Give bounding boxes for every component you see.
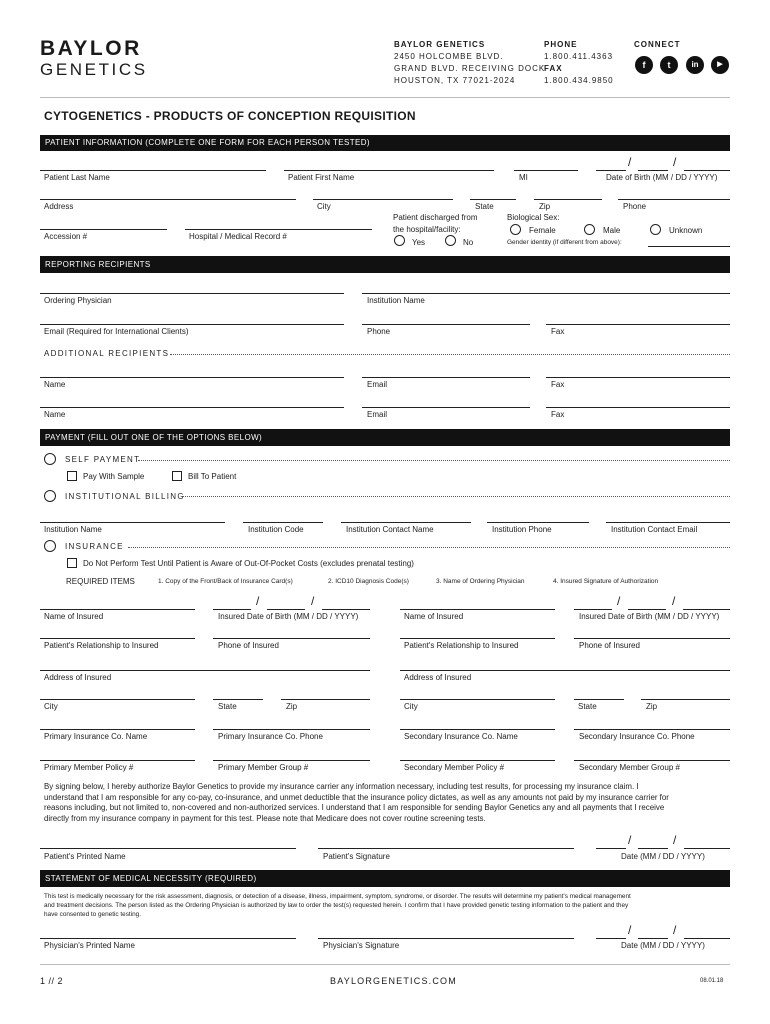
insured-1-dob-label: Insured Date of Birth (MM / DD / YYYY) [218, 612, 359, 621]
insured-2-dob-label: Insured Date of Birth (MM / DD / YYYY) [579, 612, 720, 621]
secondary-policy-line[interactable] [400, 760, 555, 761]
sex-female-radio[interactable] [510, 224, 521, 235]
date-slash: / [628, 155, 632, 169]
auth-line-1: By signing below, I hereby authorize Baylor Genetics to provide my insurance carrier any information necessary, including test results, for processing my insurance claim. I [44, 782, 639, 791]
date-slash: / [628, 833, 632, 847]
company-address [394, 39, 545, 87]
patient-date-year-line[interactable] [684, 848, 730, 849]
logo-line-2: GENETICS [40, 60, 148, 79]
date-slash: / [672, 594, 676, 608]
discharged-no-radio[interactable] [445, 235, 456, 246]
address-line-1: 2450 HOLCOMBE BLVD. [394, 52, 504, 61]
ordering-physician-label: Ordering Physician [44, 296, 112, 305]
physician-date-label: Date (MM / DD / YYYY) [621, 941, 705, 950]
yes-label: Yes [412, 238, 426, 247]
unknown-label: Unknown [669, 226, 703, 235]
recipient-2-fax-label: Fax [551, 410, 565, 419]
insured-1-relationship-label: Patient's Relationship to Insured [44, 641, 159, 650]
insured-1-phone-line[interactable] [213, 638, 370, 639]
linkedin-icon[interactable]: in [686, 56, 704, 74]
physician-date-day-line[interactable] [638, 938, 668, 939]
insured-1-address-line[interactable] [40, 670, 370, 671]
reporting-phone-label: Phone [367, 327, 391, 336]
recipient-1-email-label: Email [367, 380, 388, 389]
primary-phone-line[interactable] [213, 729, 370, 730]
city-line[interactable] [313, 199, 453, 200]
recipient-1-name-label: Name [44, 380, 66, 389]
twitter-icon[interactable]: t [660, 56, 678, 74]
accession-label: Accession # [44, 232, 88, 241]
patient-info-bar: PATIENT INFORMATION (COMPLETE ONE FORM FOR EACH PERSON TESTED) [40, 135, 730, 151]
insured-1-dob-day-line[interactable] [267, 609, 305, 610]
primary-co-line[interactable] [40, 729, 195, 730]
auth-line-4: directly from my insurance company in payment for this test. Please note that Medicare does not cover routine screening tests. [44, 813, 486, 823]
recipient-2-fax-line[interactable] [546, 407, 730, 408]
do-not-perform-checkbox[interactable] [67, 558, 77, 568]
dotted-leader [138, 460, 730, 461]
contact-numbers [544, 39, 614, 87]
dob-label: Date of Birth (MM / DD / YYYY) [606, 173, 718, 182]
required-item-1: 1. Copy of the Front/Back of Insurance Card(s) [158, 578, 293, 585]
date-slash: / [673, 833, 677, 847]
pay-with-sample-checkbox[interactable] [67, 471, 77, 481]
discharged-yes-radio[interactable] [394, 235, 405, 246]
insured-1-city-label: City [44, 702, 58, 711]
reporting-phone-line[interactable] [362, 324, 530, 325]
insured-2-zip-label: Zip [646, 702, 658, 711]
medical-necessity-bar: STATEMENT OF MEDICAL NECESSITY (REQUIRED) [40, 870, 730, 887]
medical-necessity-text [44, 893, 631, 919]
primary-policy-label: Primary Member Policy # [44, 763, 134, 772]
insured-2-relationship-label: Patient's Relationship to Insured [404, 641, 519, 650]
reporting-email-line[interactable] [40, 324, 344, 325]
no-label: No [463, 238, 474, 247]
insured-2-relationship-line[interactable] [400, 638, 555, 639]
phone-line[interactable] [618, 199, 730, 200]
required-item-3: 3. Name of Ordering Physician [436, 578, 525, 585]
state-label: State [475, 202, 494, 211]
inst-code-line[interactable] [243, 522, 323, 523]
date-slash: / [311, 594, 315, 608]
additional-recipients-heading: ADDITIONAL RECIPIENTS [44, 349, 170, 358]
inst-name-line[interactable] [40, 522, 225, 523]
secondary-group-line[interactable] [574, 760, 730, 761]
date-slash: / [673, 923, 677, 937]
phone-label: Phone [623, 202, 647, 211]
date-slash: / [256, 594, 260, 608]
company-logo [40, 38, 148, 80]
inst-email-label: Institution Contact Email [611, 525, 698, 534]
ordering-physician-line[interactable] [40, 293, 344, 294]
patient-printed-name-label: Patient's Printed Name [44, 852, 126, 861]
dob-month-line[interactable] [596, 170, 626, 171]
dob-day-line[interactable] [638, 170, 668, 171]
date-slash: / [673, 155, 677, 169]
zip-line[interactable] [534, 199, 602, 200]
payment-bar: PAYMENT (FILL OUT ONE OF THE OPTIONS BELOW) [40, 429, 730, 446]
insured-2-city-label: City [404, 702, 418, 711]
form-version: 08.01.18 [700, 978, 724, 984]
form-title: CYTOGENETICS - PRODUCTS OF CONCEPTION REQUISITION [44, 109, 416, 123]
phone-number: 1.800.411.4363 [544, 52, 614, 61]
reporting-email-label: Email (Required for International Clients) [44, 327, 189, 336]
primary-group-line[interactable] [213, 760, 370, 761]
male-label: Male [603, 226, 621, 235]
footer-divider [40, 964, 730, 965]
patient-signature-line[interactable] [318, 848, 574, 849]
insured-2-state-line[interactable] [574, 699, 624, 700]
necessity-line-2: and treatment decisions. The person listed as the Ordering Physician is authorized by law to order the test(s) requested herein. I confirm that I have provided genetic testing information to the patient and they [44, 901, 629, 909]
female-label: Female [529, 226, 556, 235]
date-slash: / [628, 923, 632, 937]
page-number: 1 // 2 [40, 976, 64, 986]
secondary-co-line[interactable] [400, 729, 555, 730]
fax-number: 1.800.434.9850 [544, 76, 614, 85]
discharged-question: Patient discharged from [393, 213, 478, 222]
self-payment-radio[interactable] [44, 453, 56, 465]
insured-2-name-label: Name of Insured [404, 612, 464, 621]
patient-signature-label: Patient's Signature [323, 852, 390, 861]
primary-group-label: Primary Member Group # [218, 763, 309, 772]
physician-printed-name-line[interactable] [40, 938, 296, 939]
insured-2-name-line[interactable] [400, 609, 555, 610]
logo-line-1: BAYLOR [40, 37, 142, 60]
address-label: Address [44, 202, 74, 211]
authorization-text [44, 782, 734, 824]
patient-date-label: Date (MM / DD / YYYY) [621, 852, 705, 861]
reporting-fax-label: Fax [551, 327, 565, 336]
recipient-2-email-line[interactable] [362, 407, 530, 408]
facebook-icon[interactable]: f [635, 56, 653, 74]
secondary-co-label: Secondary Insurance Co. Name [404, 732, 518, 741]
inst-name-label: Institution Name [44, 525, 102, 534]
dob-year-line[interactable] [684, 170, 730, 171]
insured-1-address-label: Address of Insured [44, 673, 112, 682]
reporting-recipients-bar: REPORTING RECIPIENTS [40, 256, 730, 273]
reporting-fax-line[interactable] [546, 324, 730, 325]
insurance-heading: INSURANCE [65, 542, 124, 551]
website-link[interactable]: BAYLORGENETICS.COM [330, 976, 457, 986]
inst-phone-line[interactable] [487, 522, 589, 523]
insured-2-zip-line[interactable] [641, 699, 730, 700]
insured-1-city-line[interactable] [40, 699, 195, 700]
address-line-2: GRAND BLVD. RECEIVING DOCK [394, 64, 546, 73]
physician-signature-label: Physician's Signature [323, 941, 400, 950]
insured-1-state-label: State [218, 702, 237, 711]
insured-2-dob-month-line[interactable] [574, 609, 612, 610]
date-slash: / [617, 594, 621, 608]
insured-1-phone-label: Phone of Insured [218, 641, 279, 650]
pay-with-sample-label: Pay With Sample [83, 472, 145, 481]
biological-sex-label: Biological Sex: [507, 213, 560, 222]
last-name-line[interactable] [40, 170, 266, 171]
physician-printed-name-label: Physician's Printed Name [44, 941, 135, 950]
gender-identity-line[interactable] [648, 246, 730, 247]
institution-name-line[interactable] [362, 293, 730, 294]
inst-code-label: Institution Code [248, 525, 304, 534]
gender-identity-label: Gender identity (if different from above): [507, 239, 622, 246]
state-line[interactable] [470, 199, 516, 200]
inst-email-line[interactable] [606, 522, 730, 523]
patient-date-day-line[interactable] [638, 848, 668, 849]
first-name-label: Patient First Name [288, 173, 355, 182]
dotted-leader [170, 354, 730, 355]
bill-to-patient-label: Bill To Patient [188, 472, 237, 481]
insured-1-name-label: Name of Insured [44, 612, 104, 621]
self-payment-heading: SELF PAYMENT [65, 455, 141, 464]
institutional-billing-radio[interactable] [44, 490, 56, 502]
address-line-3: HOUSTON, TX 77021-2024 [394, 76, 516, 85]
connect-label: CONNECT [634, 40, 681, 49]
hospital-record-line[interactable] [185, 229, 372, 230]
youtube-icon[interactable]: ▶ [711, 56, 729, 74]
physician-date-month-line[interactable] [596, 938, 626, 939]
recipient-1-fax-label: Fax [551, 380, 565, 389]
secondary-phone-label: Secondary Insurance Co. Phone [579, 732, 695, 741]
insured-2-phone-line[interactable] [574, 638, 730, 639]
recipient-2-name-label: Name [44, 410, 66, 419]
inst-contact-line[interactable] [341, 522, 471, 523]
insurance-radio[interactable] [44, 540, 56, 552]
inst-contact-label: Institution Contact Name [346, 525, 434, 534]
insured-2-dob-day-line[interactable] [628, 609, 666, 610]
address-line[interactable] [40, 199, 296, 200]
institutional-billing-heading: INSTITUTIONAL BILLING [65, 492, 185, 501]
insured-1-zip-line[interactable] [281, 699, 370, 700]
necessity-line-3: have consented to genetic testing. [44, 910, 141, 918]
phone-label: PHONE [544, 40, 578, 49]
primary-phone-label: Primary Insurance Co. Phone [218, 732, 323, 741]
mi-line[interactable] [514, 170, 578, 171]
secondary-phone-line[interactable] [574, 729, 730, 730]
insured-1-dob-month-line[interactable] [213, 609, 251, 610]
bill-to-patient-checkbox[interactable] [172, 471, 182, 481]
insured-2-phone-label: Phone of Insured [579, 641, 640, 650]
zip-label: Zip [539, 202, 551, 211]
insured-2-address-label: Address of Insured [404, 673, 472, 682]
secondary-policy-label: Secondary Member Policy # [404, 763, 505, 772]
insured-1-relationship-line[interactable] [40, 638, 195, 639]
accession-line[interactable] [40, 229, 167, 230]
recipient-1-name-line[interactable] [40, 377, 344, 378]
primary-policy-line[interactable] [40, 760, 195, 761]
mi-label: MI [519, 173, 528, 182]
discharged-question-2: the hospital/facility: [393, 225, 461, 234]
dotted-leader [182, 496, 730, 497]
institution-name-label: Institution Name [367, 296, 425, 305]
required-items-label: REQUIRED ITEMS [66, 577, 135, 586]
patient-printed-name-line[interactable] [40, 848, 296, 849]
hospital-record-label: Hospital / Medical Record # [189, 232, 287, 241]
necessity-line-1: This test is medically necessary for the risk assessment, diagnosis, or detection of a disease, illness, impairment, symptom, syndrome, or disorder. The results will determine my patient's medical management [44, 893, 631, 900]
insured-1-zip-label: Zip [286, 702, 298, 711]
primary-co-label: Primary Insurance Co. Name [44, 732, 148, 741]
sex-unknown-radio[interactable] [650, 224, 661, 235]
sex-male-radio[interactable] [584, 224, 595, 235]
insured-1-state-line[interactable] [213, 699, 263, 700]
company-name: BAYLOR GENETICS [394, 40, 486, 49]
recipient-1-fax-line[interactable] [546, 377, 730, 378]
required-item-4: 4. Insured Signature of Authorization [553, 578, 659, 585]
city-label: City [317, 202, 331, 211]
fax-label: FAX [544, 64, 563, 73]
insured-2-address-line[interactable] [400, 670, 730, 671]
auth-line-3: reasons including, but not limited to, non-covered and non-authorized services. I understand that I am responsible for sending Baylor Genetics any and all payments that I receive [44, 803, 665, 812]
secondary-group-label: Secondary Member Group # [579, 763, 680, 772]
inst-phone-label: Institution Phone [492, 525, 552, 534]
auth-line-2: understand that I am responsible for any co-pay, co-insurance, and unmet deductible that the insurance policy dictates, as well as any amounts not paid by my insurance carrier for [44, 792, 669, 802]
insured-1-name-line[interactable] [40, 609, 195, 610]
header-divider [40, 97, 730, 98]
insured-2-state-label: State [578, 702, 597, 711]
insured-1-dob-year-line[interactable] [322, 609, 370, 610]
required-item-2: 2. ICD10 Diagnosis Code(s) [328, 578, 409, 585]
last-name-label: Patient Last Name [44, 173, 110, 182]
physician-signature-line[interactable] [318, 938, 574, 939]
first-name-line[interactable] [284, 170, 494, 171]
recipient-2-email-label: Email [367, 410, 388, 419]
insured-2-city-line[interactable] [400, 699, 555, 700]
dotted-leader [128, 547, 730, 548]
recipient-2-name-line[interactable] [40, 407, 344, 408]
recipient-1-email-line[interactable] [362, 377, 530, 378]
patient-date-month-line[interactable] [596, 848, 626, 849]
physician-date-year-line[interactable] [684, 938, 730, 939]
insured-2-dob-year-line[interactable] [683, 609, 730, 610]
do-not-perform-label: Do Not Perform Test Until Patient is Aware of Out-Of-Pocket Costs (excludes prenatal testing) [83, 559, 414, 568]
